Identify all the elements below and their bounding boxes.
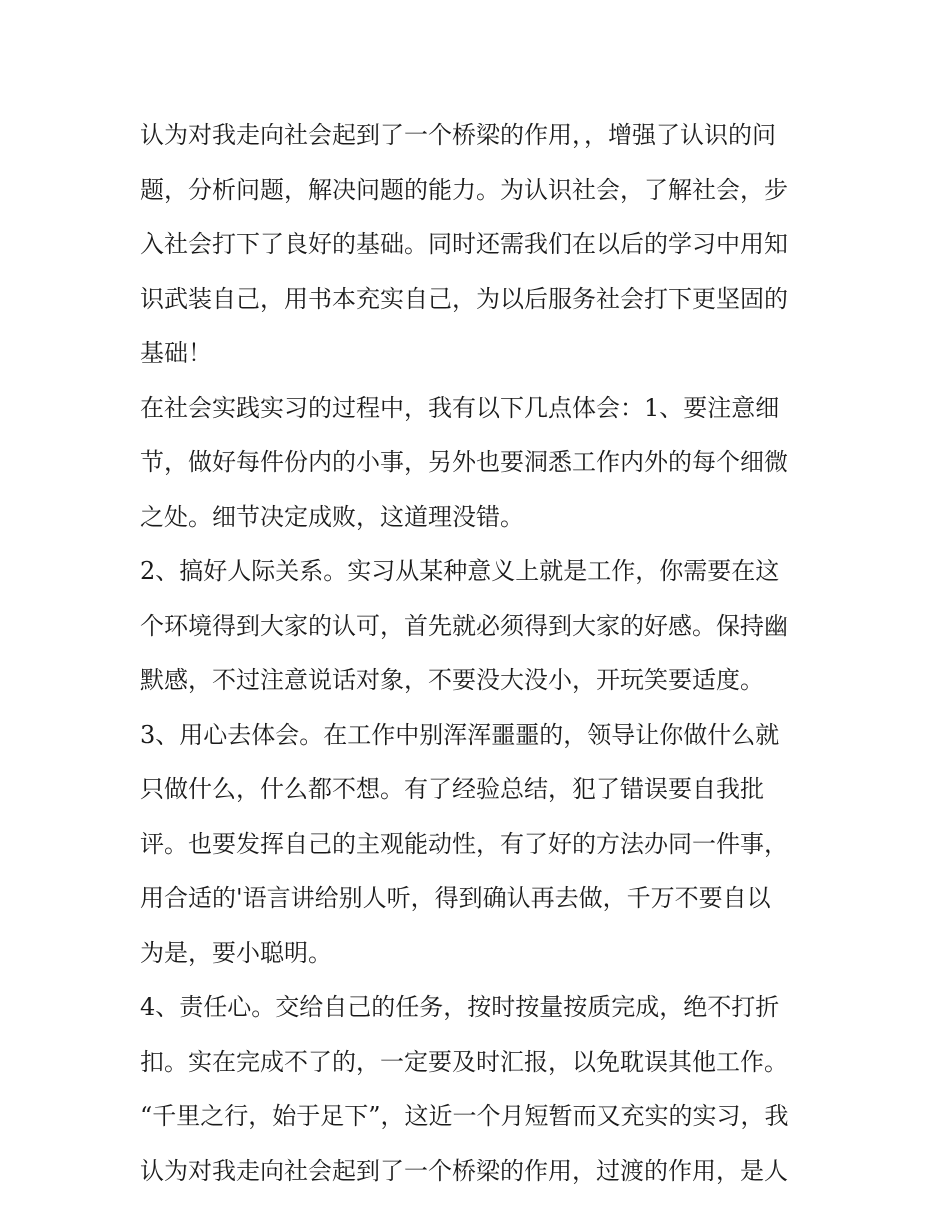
text-line: 默感，不过注意说话对象，不要没大没小，开玩笑要适度。	[140, 666, 764, 694]
text-line: 扣。实在完成不了的，一定要及时汇报，以免耽误其他工作。	[140, 1047, 788, 1076]
text-line: 个环境得到大家的认可，首先就必须得到大家的好感。保持幽	[140, 611, 788, 640]
text-line: 4、责任心。交给自己的任务，按时按量按质完成，绝不打折	[140, 993, 780, 1021]
text-line: 之处。细节决定成败，这道理没错。	[140, 502, 524, 531]
text-line: “千里之行，始于足下”，这近一个月短暂而又充实的实习，我	[140, 1102, 789, 1130]
text-line: 识武装自己，用书本充实自己，为以后服务社会打下更坚固的	[140, 284, 788, 313]
body-text	[140, 108, 820, 1198]
text-line: 入社会打下了良好的基础。同时还需我们在以后的学习中用知	[140, 230, 788, 258]
text-line: 在社会实践实习的过程中，我有以下几点体会：1、要注意细	[140, 393, 780, 422]
text-line: 基础！	[140, 339, 212, 367]
text-line: 3、用心去体会。在工作中别浑浑噩噩的，领导让你做什么就	[140, 720, 780, 749]
text-line: 2、搞好人际关系。实习从某种意义上就是工作，你需要在这	[140, 557, 780, 585]
text-line: 为是，要小聪明。	[140, 938, 332, 967]
text-line: 认为对我走向社会起到了一个桥梁的作用，，增强了认识的问	[140, 121, 776, 149]
text-line: 认为对我走向社会起到了一个桥梁的作用，过渡的作用，是人	[140, 1156, 788, 1185]
text-line: 评。也要发挥自己的主观能动性，有了好的方法办同一件事，	[140, 829, 788, 858]
text-line: 节，做好每件份内的小事，另外也要洞悉工作内外的每个细微	[140, 448, 788, 476]
text-line: 用合适的'语言讲给别人听，得到确认再去做，千万不要自以	[140, 884, 771, 912]
text-line: 只做什么，什么都不想。有了经验总结，犯了错误要自我批	[140, 775, 764, 803]
text-line: 题，分析问题，解决问题的能力。为认识社会，了解社会，步	[140, 175, 788, 204]
